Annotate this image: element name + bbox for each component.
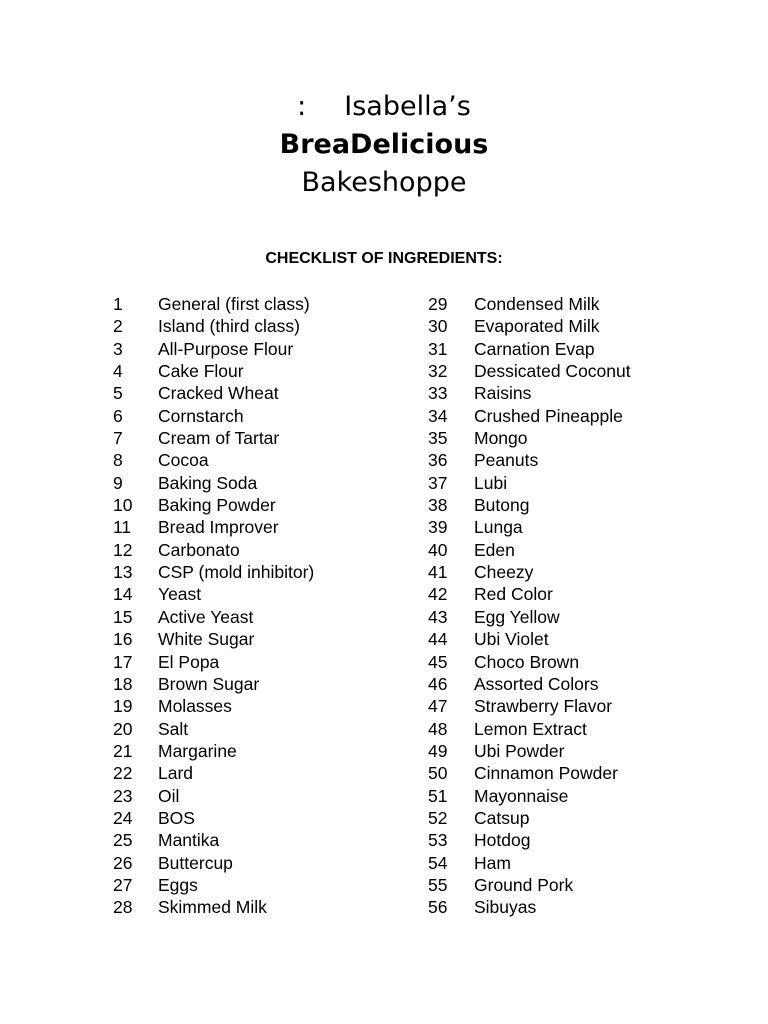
ingredient-item — [113, 360, 314, 382]
ingredient-item — [113, 628, 314, 650]
ingredient-item — [113, 382, 314, 404]
ingredient-item — [428, 852, 631, 874]
ingredient-number: 4 — [113, 361, 123, 382]
ingredient-item — [428, 829, 631, 851]
ingredient-name: Cream of Tartar — [158, 428, 280, 449]
ingredient-item — [113, 338, 314, 360]
ingredient-number: 46 — [428, 673, 448, 694]
ingredient-name: Active Yeast — [158, 606, 254, 627]
ingredient-name: Raisins — [474, 383, 532, 404]
ingredient-item — [113, 785, 314, 807]
ingredient-number: 3 — [113, 338, 123, 359]
ingredient-item — [113, 740, 314, 762]
ingredient-item — [428, 673, 631, 695]
ingredient-item — [428, 360, 631, 382]
ingredient-name: Choco Brown — [474, 651, 580, 672]
ingredient-item — [113, 762, 314, 784]
ingredient-number: 23 — [113, 785, 133, 806]
ingredient-name: Lunga — [474, 517, 523, 538]
ingredient-name: Ham — [474, 852, 511, 873]
ingredient-name: Crushed Pineapple — [474, 405, 623, 426]
ingredient-item — [428, 785, 631, 807]
ingredient-number: 17 — [113, 651, 133, 672]
ingredient-name: Buttercup — [158, 852, 233, 873]
ingredient-name: Lubi — [474, 472, 508, 493]
ingredient-number: 30 — [428, 316, 448, 337]
title-colon: : — [297, 91, 307, 122]
ingredient-number: 34 — [428, 405, 448, 426]
ingredient-name: Salt — [158, 718, 189, 739]
ingredient-name: Yeast — [158, 584, 202, 605]
ingredient-name: BOS — [158, 807, 195, 828]
ingredient-item — [428, 539, 631, 561]
ingredient-item — [113, 494, 314, 516]
checklist-heading: CHECKLIST OF INGREDIENTS: — [265, 250, 503, 267]
ingredient-name: Carnation Evap — [474, 338, 595, 359]
ingredient-item — [113, 852, 314, 874]
ingredient-item — [113, 539, 314, 561]
ingredient-number: 32 — [428, 361, 448, 382]
ingredient-item — [113, 606, 314, 628]
ingredient-item — [428, 293, 631, 315]
ingredient-name: Dessicated Coconut — [474, 361, 631, 382]
ingredient-number: 19 — [113, 696, 133, 717]
ingredient-number: 22 — [113, 763, 133, 784]
ingredient-name: CSP (mold inhibitor) — [158, 562, 315, 583]
ingredient-number: 48 — [428, 718, 448, 739]
ingredient-name: Eggs — [158, 874, 198, 895]
ingredient-item — [428, 695, 631, 717]
ingredient-item — [113, 718, 314, 740]
ingredient-number: 14 — [113, 584, 133, 605]
ingredient-name: Assorted Colors — [474, 673, 599, 694]
ingredient-number: 18 — [113, 673, 133, 694]
ingredient-item — [428, 382, 631, 404]
ingredient-number: 40 — [428, 539, 448, 560]
ingredient-name: Condensed Milk — [474, 294, 600, 314]
ingredient-number: 11 — [113, 517, 132, 538]
ingredient-item — [428, 338, 631, 360]
ingredient-number: 10 — [113, 495, 133, 516]
ingredient-number: 54 — [428, 852, 448, 873]
ingredient-item — [428, 315, 631, 337]
title-brand: BreaDelicious — [279, 129, 489, 160]
ingredient-number: 36 — [428, 450, 448, 471]
ingredient-number: 45 — [428, 651, 448, 672]
ingredient-item — [428, 762, 631, 784]
ingredient-name: Catsup — [474, 807, 530, 828]
ingredient-number: 39 — [428, 517, 448, 538]
ingredient-number: 15 — [113, 606, 133, 627]
ingredient-item — [428, 516, 631, 538]
ingredients-list-left — [113, 293, 314, 919]
ingredient-number: 26 — [113, 852, 133, 873]
ingredient-name: Ground Pork — [474, 874, 574, 895]
ingredient-item — [113, 829, 314, 851]
ingredient-name: Lemon Extract — [474, 718, 587, 739]
ingredient-item — [428, 449, 631, 471]
ingredients-list-right — [428, 293, 631, 919]
ingredient-number: 13 — [113, 562, 133, 583]
ingredient-item — [113, 315, 314, 337]
ingredient-item — [113, 449, 314, 471]
ingredient-number: 33 — [428, 383, 448, 404]
ingredient-number: 37 — [428, 472, 448, 493]
ingredient-item — [428, 561, 631, 583]
ingredient-number: 41 — [428, 562, 448, 583]
ingredient-name: Mantika — [158, 830, 220, 851]
ingredient-item — [113, 695, 314, 717]
ingredient-name: Mayonnaise — [474, 785, 569, 806]
ingredient-name: Ubi Powder — [474, 740, 565, 761]
ingredient-name: Island (third class) — [158, 316, 300, 337]
ingredient-number: 16 — [113, 629, 133, 650]
ingredient-item — [113, 561, 314, 583]
ingredient-name: Cinnamon Powder — [474, 763, 618, 784]
ingredient-number: 7 — [113, 428, 123, 449]
ingredient-number: 27 — [113, 874, 133, 895]
ingredient-name: Cake Flour — [158, 361, 244, 382]
ingredient-name: Butong — [474, 495, 530, 516]
ingredient-number: 29 — [428, 294, 448, 314]
ingredient-name: Peanuts — [474, 450, 539, 471]
ingredient-item — [428, 651, 631, 673]
ingredient-item — [113, 583, 314, 605]
ingredient-name: Bread Improver — [158, 517, 279, 538]
ingredient-name: Carbonato — [158, 539, 240, 560]
ingredient-item — [428, 472, 631, 494]
ingredient-name: Oil — [158, 785, 180, 806]
title-shop: Bakeshoppe — [301, 167, 467, 198]
document-title — [0, 88, 768, 202]
ingredient-item — [428, 494, 631, 516]
ingredient-name: Ubi Violet — [474, 629, 549, 650]
ingredient-number: 35 — [428, 428, 448, 449]
ingredient-item — [428, 740, 631, 762]
ingredient-number: 50 — [428, 763, 448, 784]
ingredient-number: 21 — [113, 740, 133, 761]
ingredient-item — [113, 807, 314, 829]
ingredient-name: Brown Sugar — [158, 673, 260, 694]
ingredient-number: 8 — [113, 450, 123, 471]
ingredient-item — [113, 896, 314, 918]
ingredient-number: 52 — [428, 807, 448, 828]
ingredient-name: Egg Yellow — [474, 606, 560, 627]
ingredient-item — [428, 583, 631, 605]
ingredient-name: All-Purpose Flour — [158, 338, 294, 359]
ingredient-name: Baking Soda — [158, 472, 258, 493]
ingredient-number: 6 — [113, 405, 123, 426]
ingredient-name: Lard — [158, 763, 194, 784]
ingredient-item — [428, 896, 631, 918]
ingredient-item — [428, 405, 631, 427]
ingredient-number: 55 — [428, 874, 448, 895]
ingredient-name: Baking Powder — [158, 495, 276, 516]
ingredient-number: 5 — [113, 383, 123, 404]
ingredient-name: Cheezy — [474, 562, 534, 583]
ingredient-number: 42 — [428, 584, 448, 605]
title-owner: Isabella’s — [344, 91, 471, 122]
ingredient-item — [113, 427, 314, 449]
ingredient-item — [113, 651, 314, 673]
ingredient-item — [113, 405, 314, 427]
ingredient-number: 43 — [428, 606, 448, 627]
ingredient-name: Evaporated Milk — [474, 316, 600, 337]
ingredient-name: White Sugar — [158, 629, 255, 650]
ingredient-number: 20 — [113, 718, 133, 739]
ingredient-name: General (first class) — [158, 294, 310, 314]
ingredient-item — [113, 516, 314, 538]
ingredient-item — [113, 874, 314, 896]
ingredient-item — [428, 606, 631, 628]
ingredient-number: 12 — [113, 539, 133, 560]
ingredient-number: 53 — [428, 830, 448, 851]
ingredient-item — [428, 874, 631, 896]
ingredient-number: 25 — [113, 830, 133, 851]
ingredient-name: Cracked Wheat — [158, 383, 279, 404]
ingredient-item — [428, 628, 631, 650]
ingredient-item — [113, 293, 314, 315]
ingredient-number: 38 — [428, 495, 448, 516]
ingredient-item — [428, 807, 631, 829]
ingredient-number: 44 — [428, 629, 448, 650]
ingredient-name: Hotdog — [474, 830, 531, 851]
ingredient-number: 2 — [113, 316, 123, 337]
ingredient-number: 49 — [428, 740, 448, 761]
ingredient-name: Margarine — [158, 740, 237, 761]
ingredient-number: 56 — [428, 897, 448, 918]
ingredient-name: Eden — [474, 539, 515, 560]
ingredient-name: Sibuyas — [474, 897, 537, 918]
ingredient-number: 51 — [428, 785, 448, 806]
ingredient-number: 47 — [428, 696, 448, 717]
ingredient-name: Cornstarch — [158, 405, 244, 426]
ingredient-name: Mongo — [474, 428, 528, 449]
ingredient-name: Red Color — [474, 584, 553, 605]
ingredient-number: 31 — [428, 338, 448, 359]
ingredient-name: Strawberry Flavor — [474, 696, 613, 717]
ingredient-name: Cocoa — [158, 450, 209, 471]
ingredient-number: 1 — [113, 294, 123, 314]
ingredient-item — [428, 718, 631, 740]
title-owner-line — [0, 88, 768, 126]
ingredient-name: Molasses — [158, 696, 232, 717]
ingredient-number: 28 — [113, 897, 133, 918]
ingredient-item — [428, 427, 631, 449]
ingredient-name: El Popa — [158, 651, 220, 672]
ingredient-number: 24 — [113, 807, 133, 828]
ingredient-item — [113, 472, 314, 494]
ingredient-number: 9 — [113, 472, 123, 493]
ingredient-name: Skimmed Milk — [158, 897, 267, 918]
ingredient-item — [113, 673, 314, 695]
